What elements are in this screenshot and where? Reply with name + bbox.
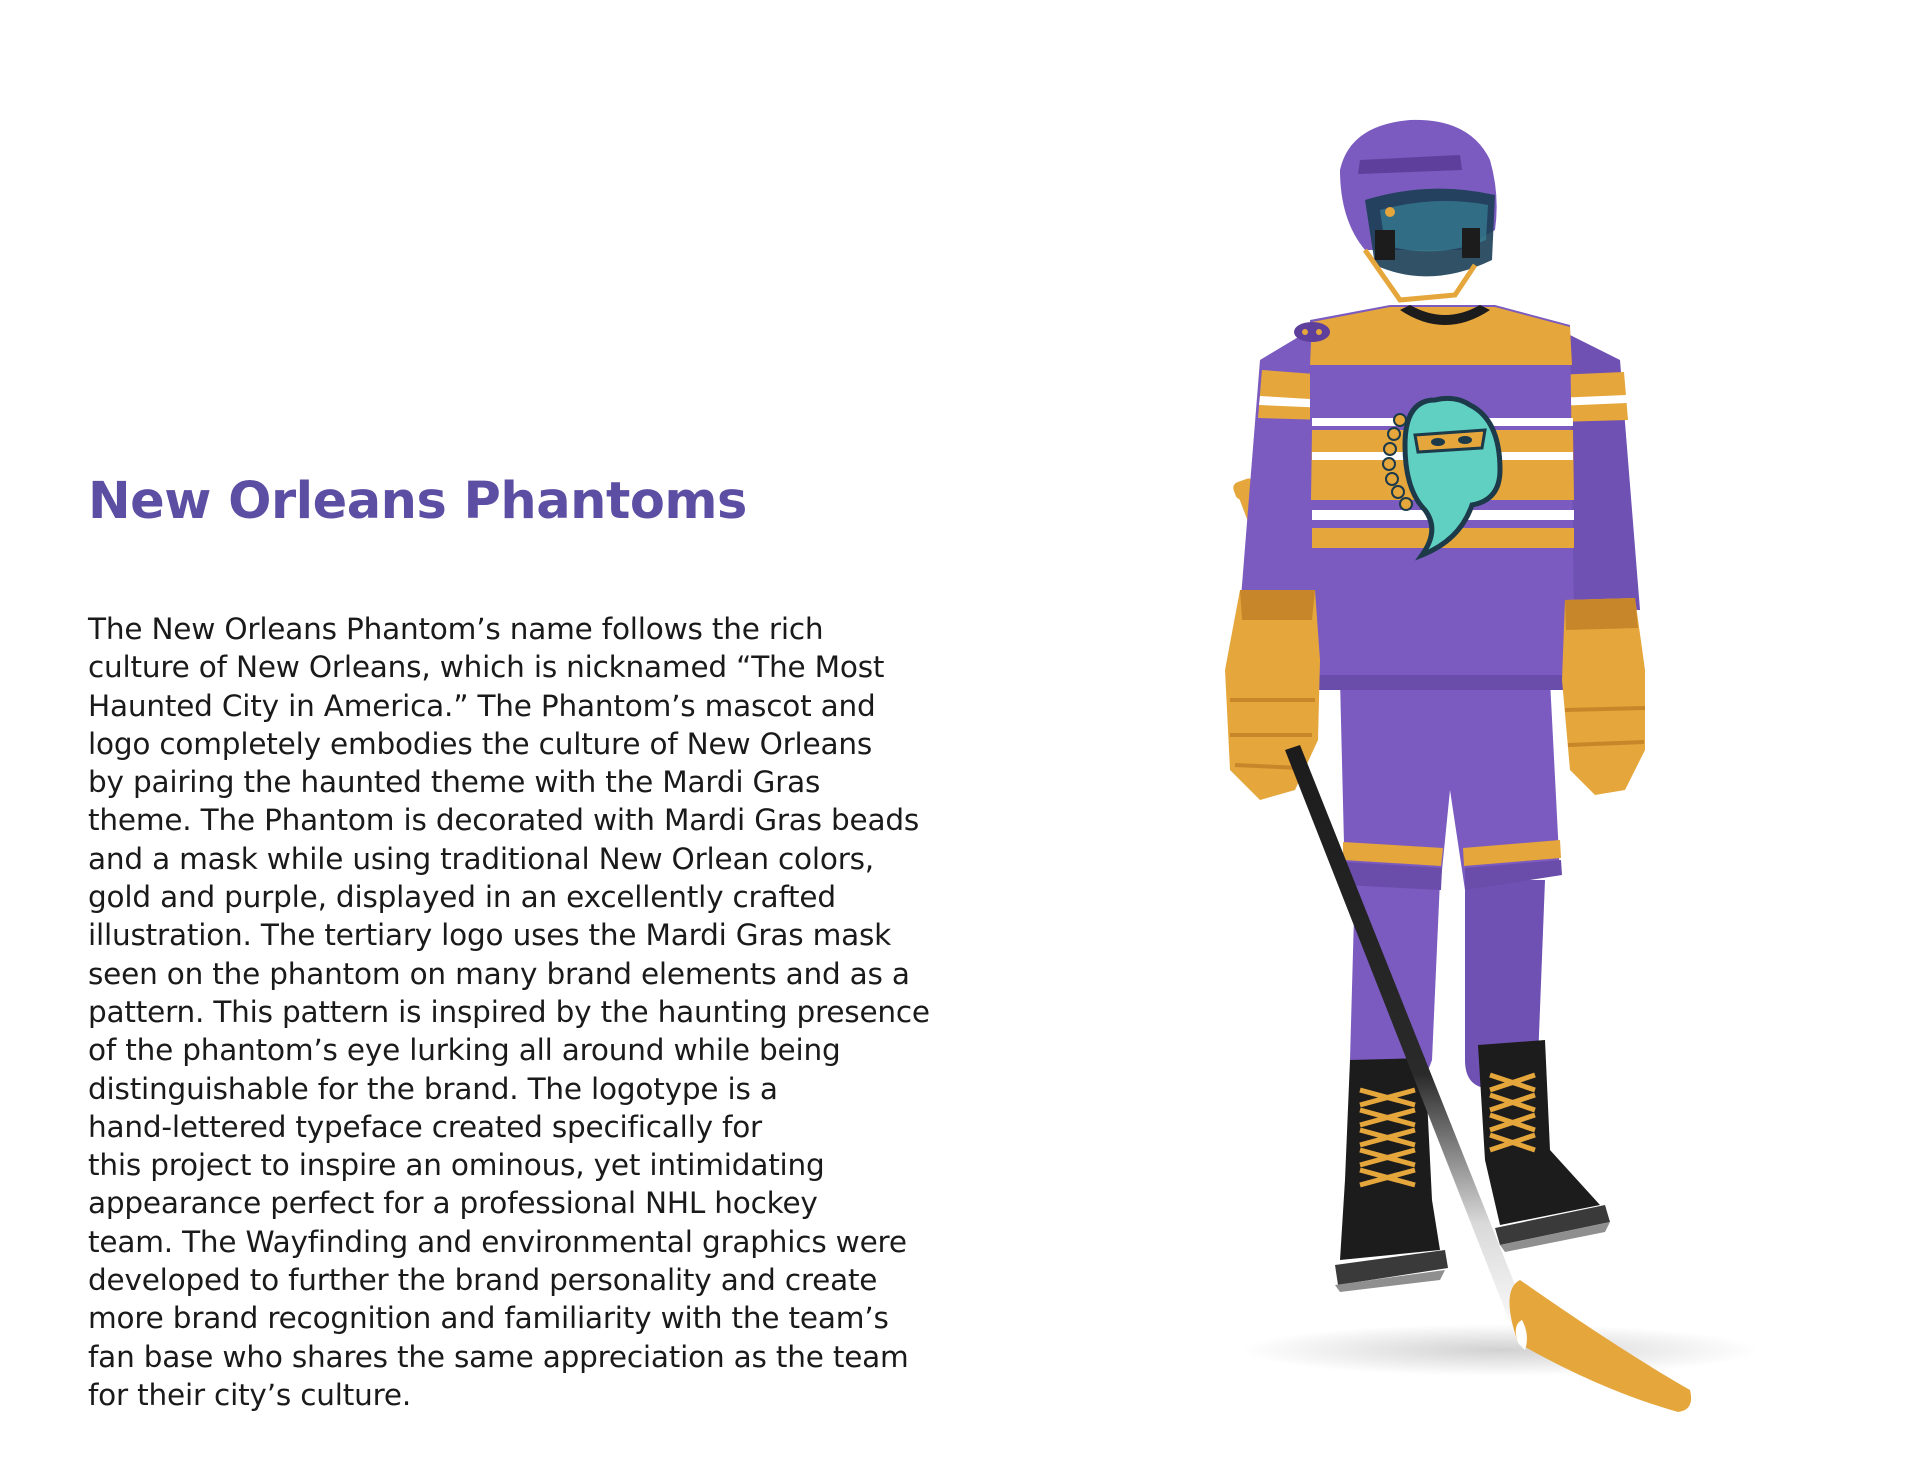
description-line: The New Orleans Phantom’s name follows the rich bbox=[88, 612, 824, 646]
description-line: developed to further the brand personality and create bbox=[88, 1263, 878, 1298]
right-skate bbox=[1478, 1040, 1610, 1252]
description-line: and a mask while using traditional New Orlean colors, bbox=[88, 841, 874, 876]
hockey-helmet bbox=[1340, 120, 1497, 300]
description-line: this project to inspire an ominous, yet intimidating bbox=[88, 1148, 825, 1183]
description-line: hand-lettered typeface created specifically for bbox=[88, 1109, 762, 1144]
description-line: illustration. The tertiary logo uses the Mardi Gras mask bbox=[88, 918, 892, 953]
description-line: for their city’s culture. bbox=[88, 1377, 412, 1412]
description-line: gold and purple, displayed in an excellently crafted bbox=[88, 880, 836, 915]
description-line: distinguishable for the brand. The logotype is a bbox=[88, 1071, 778, 1106]
description-line: Haunted City in America.” The Phantom’s mascot and bbox=[88, 688, 876, 723]
description-line: by pairing the haunted theme with the Mardi Gras bbox=[88, 765, 821, 800]
description-line: fan base who shares the same appreciation as the team bbox=[88, 1339, 909, 1374]
description-line: appearance perfect for a professional NHL hockey bbox=[88, 1186, 818, 1221]
hockey-pants bbox=[1340, 680, 1562, 890]
right-glove bbox=[1562, 598, 1645, 795]
description-line: pattern. This pattern is inspired by the haunting presence bbox=[88, 994, 930, 1029]
page-title: New Orleans Phantoms bbox=[88, 472, 747, 531]
hockey-player-illustration bbox=[1200, 100, 1800, 1440]
description-line: logo completely embodies the culture of New Orleans bbox=[88, 726, 873, 761]
shoulder-mask-logo bbox=[1294, 322, 1330, 342]
description-paragraph bbox=[88, 610, 1018, 1414]
description-line: of the phantom’s eye lurking all around while being bbox=[88, 1033, 841, 1068]
description-line: team. The Wayfinding and environmental graphics were bbox=[88, 1224, 907, 1259]
description-line: culture of New Orleans, which is nicknamed “The Most bbox=[88, 650, 885, 685]
floor-shadow bbox=[1240, 1324, 1760, 1376]
description-line: theme. The Phantom is decorated with Mardi Gras beads bbox=[88, 803, 920, 838]
description-line: more brand recognition and familiarity with the team’s bbox=[88, 1301, 889, 1336]
description-line: seen on the phantom on many brand elements and as a bbox=[88, 956, 910, 991]
